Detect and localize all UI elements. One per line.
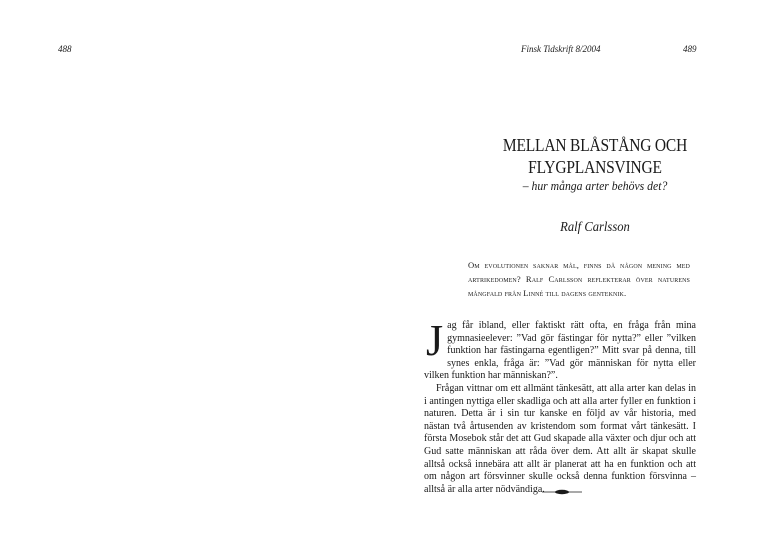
- journal-name: Finsk Tidskrift 8/2004: [521, 44, 601, 54]
- title-line-2: FLYGPLANSVINGE: [528, 157, 662, 177]
- article-author: Ralf Carlsson: [560, 220, 630, 235]
- paragraph-1: [424, 316, 696, 383]
- right-page-number: 489: [683, 44, 697, 54]
- paragraph-2: Frågan vittnar om ett allmänt tänkesätt, att alla arter kan delas in i antingen nyttiga eller skadliga och att alla arter fyller en funktion i naturen. Detta är i sin tur kanske en följd av vår historia, med nästan två årtusenden av kristendom som format vårt tänkesätt. I första Mosebok står det att Gud skapade alla växter och djur och att Gud satte människan att råda över dem. Att allt är skapat skulle alltså också innebära att allt är planerat att ha en funktion och att om någon art försvinner skulle också denna funktion försvinna – alltså är alla arter nödvändiga.: [424, 382, 696, 495]
- drop-cap: J: [426, 316, 444, 365]
- article-abstract: Om evolutionen saknar mål, finns då någon mening med artrikedomen? Ralf Carlsson reflekterar över naturens mångfald från Linné till dagens genteknik.: [468, 260, 690, 299]
- section-ornament-icon: [540, 488, 584, 496]
- paragraph-1-text: ag får ibland, eller faktiskt rätt ofta, en fråga från mina gymnasieelever: ”Vad gör fästingar för nytta?” eller ”vilken funktion har fästingarna egentligen?” Mitt svar på denna, till synes enkla, fråga är: ”Vad gör människan för nytta eller vilken funktion har människan?”.: [424, 320, 696, 382]
- left-page-number: 488: [58, 44, 72, 54]
- article-title: [479, 134, 711, 178]
- title-line-1: MELLAN BLÅSTÅNG OCH: [502, 135, 688, 155]
- article-body: [424, 316, 696, 496]
- article-subtitle: – hur många arter behövs det?: [522, 178, 668, 193]
